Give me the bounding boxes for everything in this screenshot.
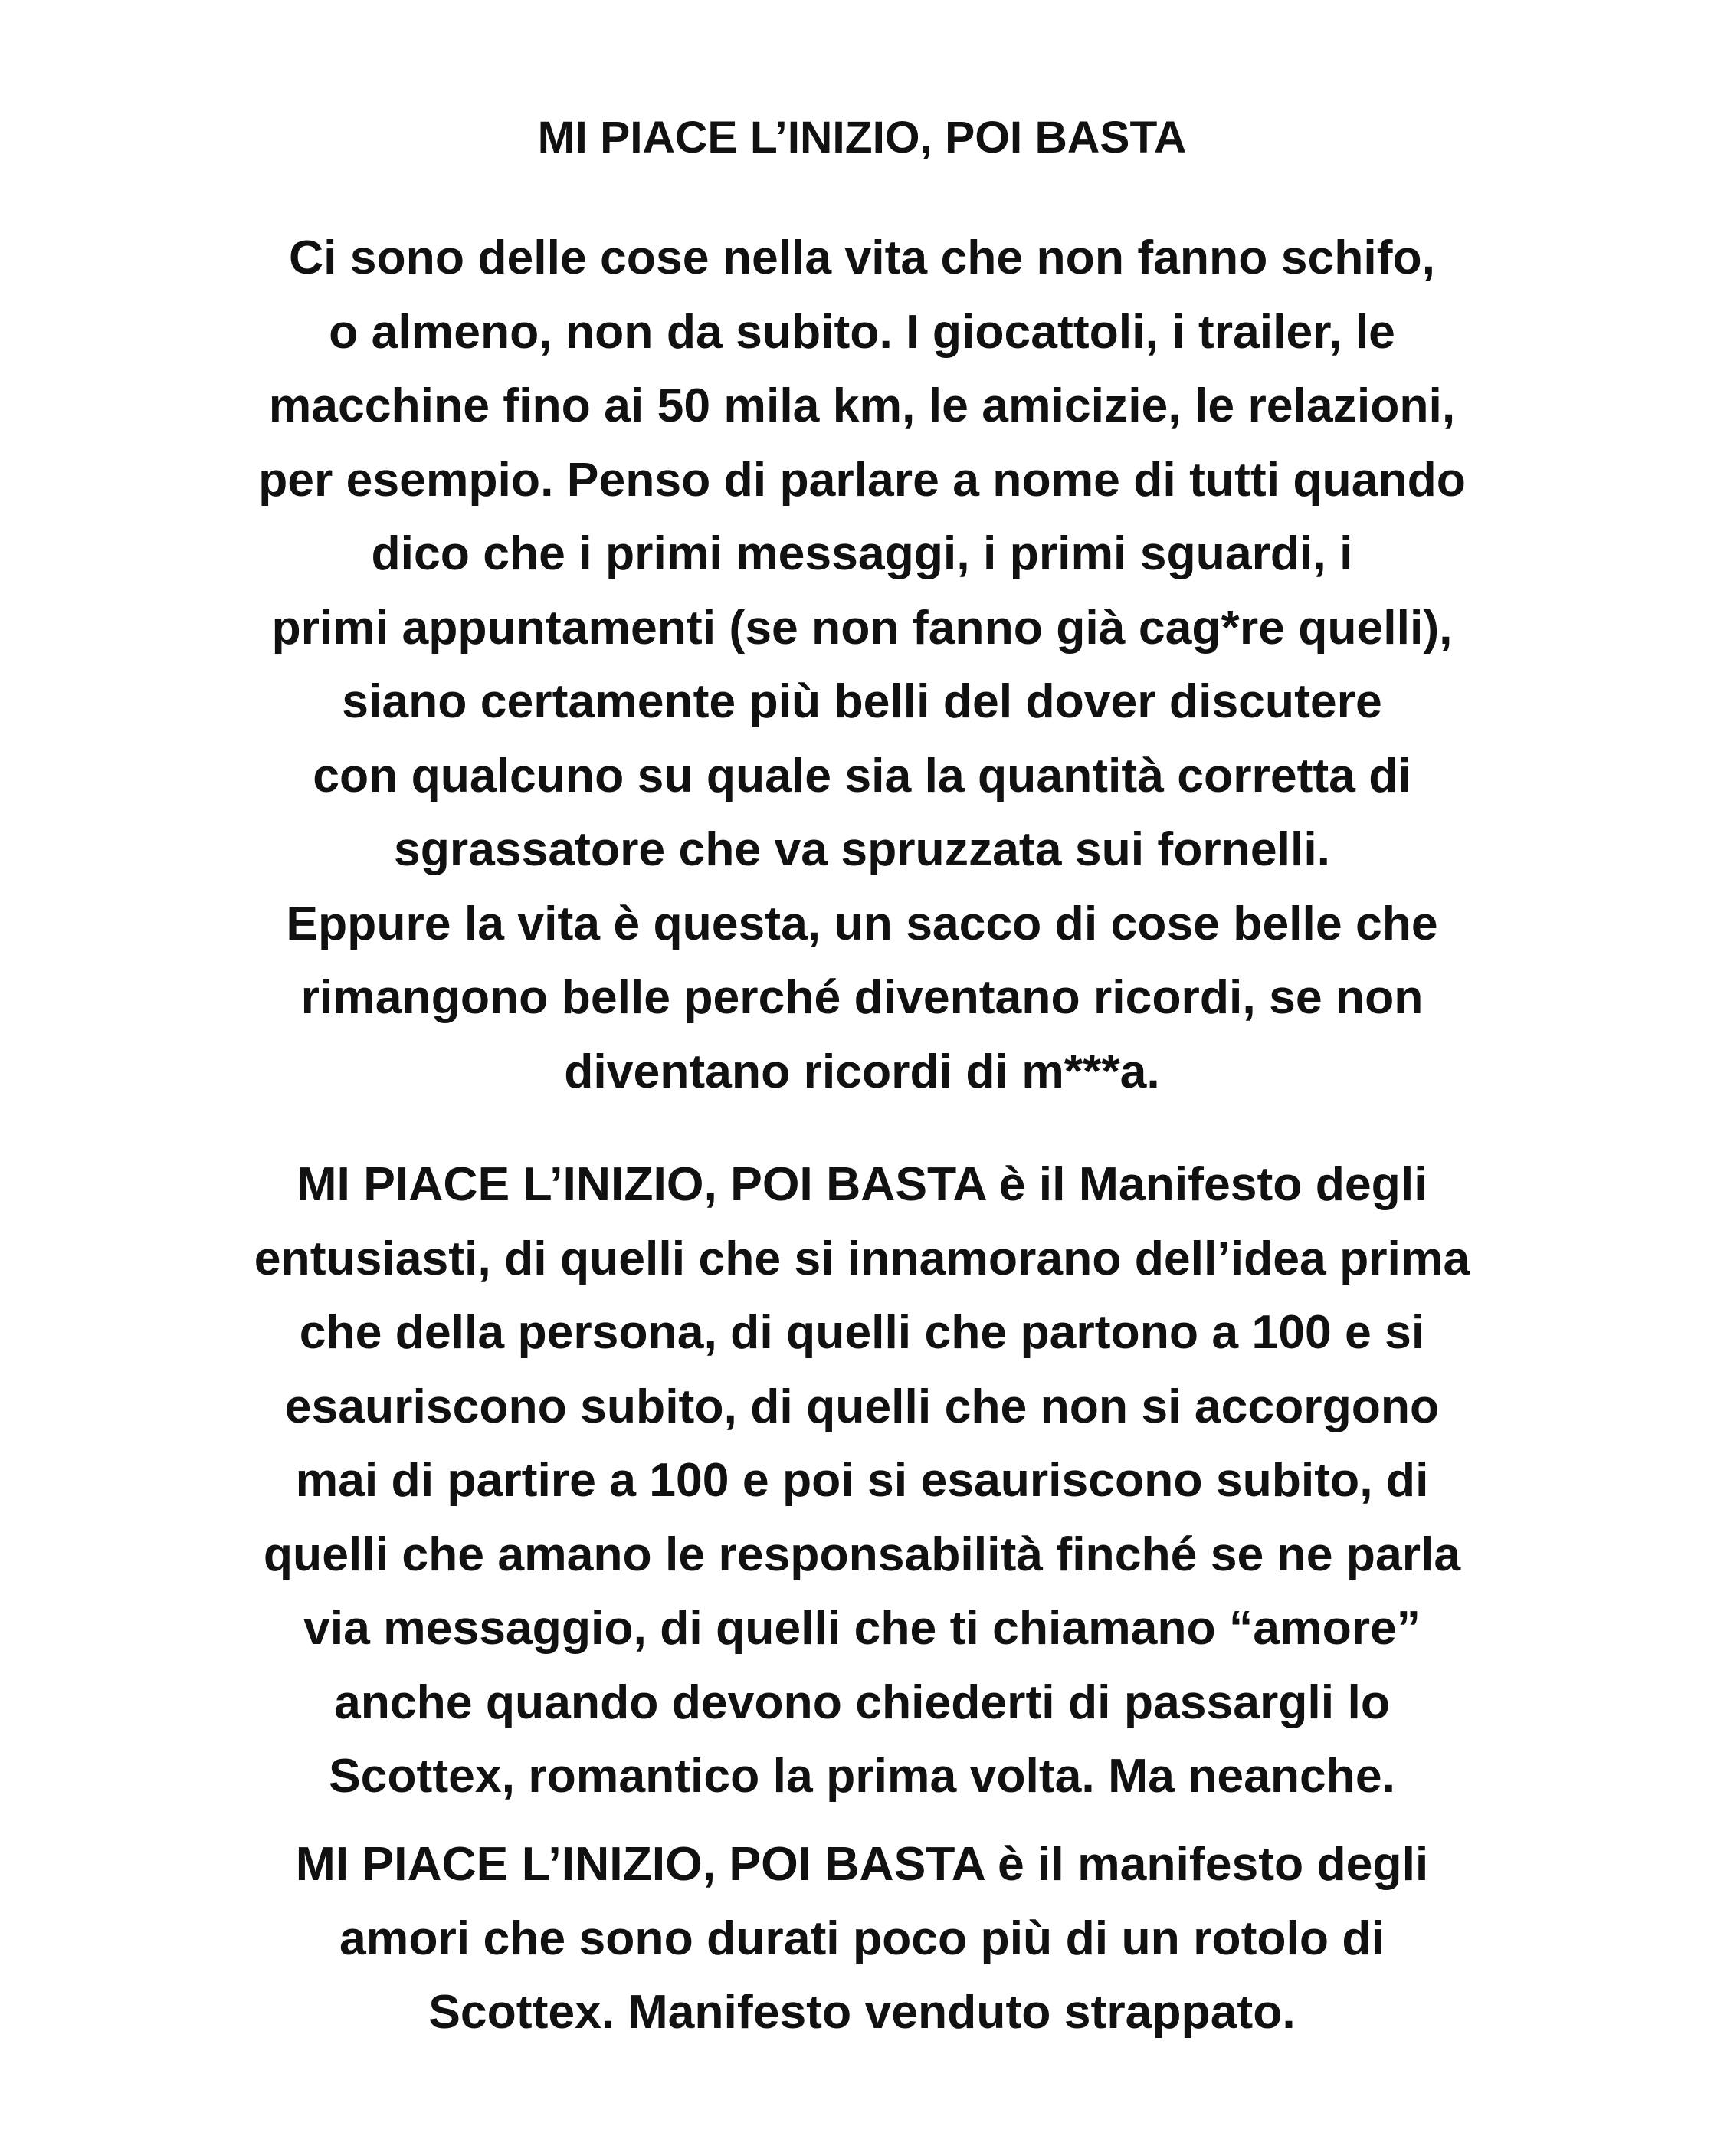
paragraph-manifesto-loves — [0, 1827, 1724, 2049]
text-line: anche quando devono chiederti di passargli lo — [333, 1675, 1391, 1729]
text-line: che della persona, di quelli che partono a 100 e si — [299, 1305, 1425, 1359]
text-line: esauriscono subito, di quelli che non si accorgono — [284, 1379, 1440, 1433]
text-line: Scottex. Manifesto venduto strappato. — [428, 1985, 1296, 2039]
text-line: rimangono belle perché diventano ricordi, se non — [300, 970, 1424, 1024]
text-line: quelli che amano le responsabilità finché se ne parla — [263, 1527, 1461, 1581]
text-line: MI PIACE L’INIZIO, POI BASTA è il manifesto degli — [295, 1837, 1429, 1891]
text-line: sgrassatore che va spruzzata sui fornelli. — [393, 822, 1331, 876]
text-line: primi appuntamenti (se non fanno già cag*re quelli), — [271, 600, 1453, 655]
text-line: dico che i primi messaggi, i primi sguardi, i — [371, 527, 1353, 580]
text-line: Eppure la vita è questa, un sacco di cose belle che — [286, 896, 1438, 950]
text-line: o almeno, non da subito. I giocattoli, i trailer, le — [329, 304, 1395, 359]
text-line: macchine fino ai 50 mila km, le amicizie, le relazioni, — [268, 379, 1456, 432]
paragraph-manifesto-enthusiasts — [0, 1147, 1724, 1813]
text-line: amori che sono durati poco più di un rotolo di — [339, 1911, 1385, 1965]
text-line: siano certamente più belli del dover discutere — [342, 674, 1382, 728]
page-title: MI PIACE L’INIZIO, POI BASTA — [537, 113, 1187, 162]
text-line: Scottex, romantico la prima volta. Ma neanche. — [328, 1749, 1396, 1803]
text-line: via messaggio, di quelli che ti chiamano “amore” — [303, 1601, 1421, 1655]
text-line: Ci sono delle cose nella vita che non fanno schifo, — [288, 231, 1436, 284]
text-line: diventano ricordi di m***a. — [564, 1044, 1160, 1098]
text-line: mai di partire a 100 e poi si esauriscono subito, di — [295, 1453, 1429, 1507]
text-line: entusiasti, di quelli che si innamorano dell’idea prima — [254, 1231, 1470, 1285]
text-line: per esempio. Penso di parlare a nome di tutti quando — [258, 452, 1466, 507]
text-line: con qualcuno su quale sia la quantità corretta di — [313, 748, 1411, 802]
text-line: MI PIACE L’INIZIO, POI BASTA è il Manifesto degli — [297, 1157, 1427, 1211]
paragraph-intro — [0, 221, 1724, 1108]
